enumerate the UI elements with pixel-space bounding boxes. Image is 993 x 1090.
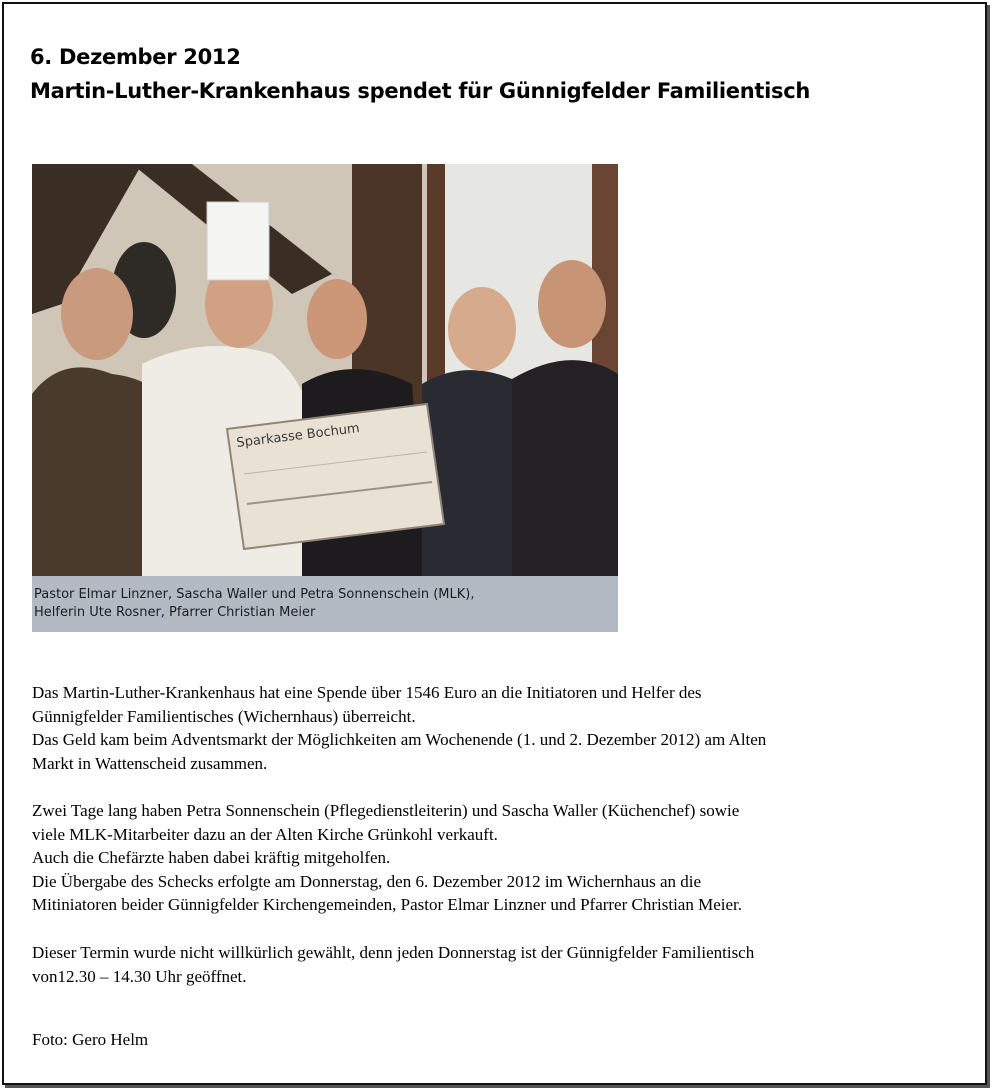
paragraph-sale <box>32 799 972 917</box>
document-frame <box>2 2 987 1085</box>
text-line: von12.30 – 14.30 Uhr geöffnet. <box>32 966 247 986</box>
caption-line: Pastor Elmar Linzner, Sascha Waller und Petra Sonnenschein (MLK), <box>34 587 475 602</box>
credit-text: Foto: Gero Helm <box>32 1030 149 1049</box>
caption-line: Helferin Ute Rosner, Pfarrer Christian Meier <box>34 605 316 620</box>
text-line: Mitiniatoren beider Günnigfelder Kirchengemeinden, Pastor Elmar Linzner und Pfarrer Christian Meier. <box>32 895 742 915</box>
article-headline: Martin-Luther-Krankenhaus spendet für Günnigfelder Familientisch <box>30 79 811 103</box>
text-line: Günnigfelder Familientisches (Wichernhaus) überreicht. <box>32 706 416 726</box>
paragraph-schedule <box>32 941 972 988</box>
photo-scene <box>32 164 618 576</box>
text-line: Auch die Chefärzte haben dabei kräftig mitgeholfen. <box>32 848 391 868</box>
text-line: Zwei Tage lang haben Petra Sonnenschein (Pflegedienstleiterin) und Sascha Waller (Küchenchef) sowie <box>32 801 740 820</box>
text-line: Dieser Termin wurde nicht willkürlich gewählt, denn jeden Donnerstag ist der Günnigfelder Familientisch <box>32 943 755 962</box>
article-photo <box>32 164 618 632</box>
article-date: 6. Dezember 2012 <box>30 45 241 69</box>
photo-caption <box>32 576 618 632</box>
cheque-bank-label: Sparkasse Bochum <box>235 420 361 451</box>
paragraph-donation <box>32 681 972 775</box>
text-line: Das Martin-Luther-Krankenhaus hat eine Spende über 1546 Euro an die Initiatoren und Helfer des <box>32 683 702 702</box>
photo-credit <box>32 1028 972 1052</box>
text-line: Markt in Wattenscheid zusammen. <box>32 753 268 773</box>
text-line: viele MLK-Mitarbeiter dazu an der Alten Kirche Grünkohl verkauft. <box>32 824 498 844</box>
text-line: Die Übergabe des Schecks erfolgte am Donnerstag, den 6. Dezember 2012 im Wichernhaus an die <box>32 871 702 891</box>
text-line: Das Geld kam beim Adventsmarkt der Möglichkeiten am Wochenende (1. und 2. Dezember 2012) am Alten <box>32 730 767 750</box>
